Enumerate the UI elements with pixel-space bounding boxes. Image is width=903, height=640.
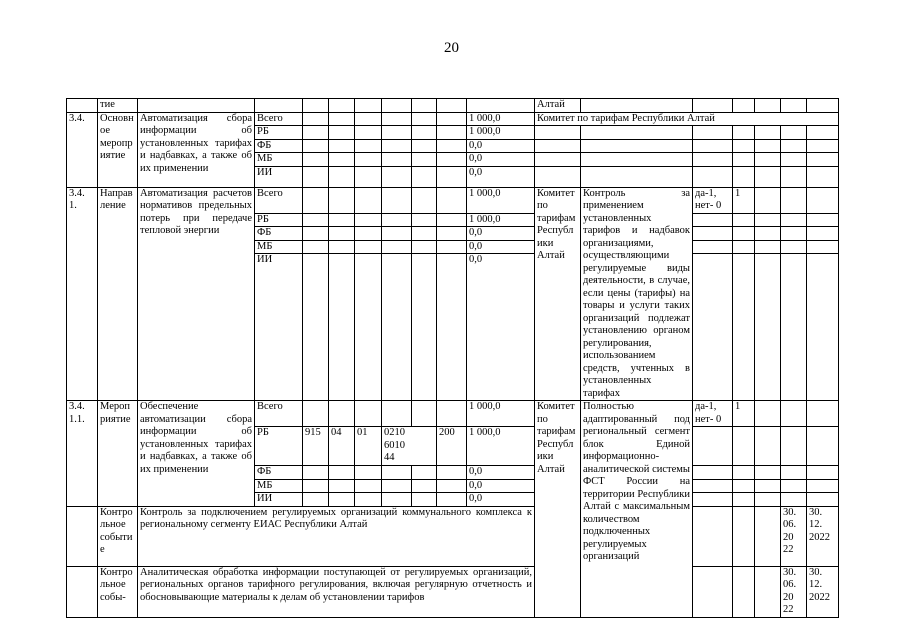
event-start-date: 30. 06. 20 22	[781, 566, 807, 617]
source-label: МБ	[255, 240, 303, 254]
source-label: ФБ	[255, 466, 303, 480]
source-label: ИИ	[255, 166, 303, 187]
continuation-row	[67, 99, 839, 113]
amount-value: 0,0	[467, 227, 535, 241]
expected-result: Контроль за применением установленных тарифов и надбавок организациями, осуществляющими регулируемые виды деятельности, в случае, если цены (тарифы) на товары и услуги таких организаций подлежат установлению органом регулирования, использованием средств, учтенных в установленных тарифах	[581, 187, 693, 401]
source-label: ИИ	[255, 493, 303, 507]
responsible-cell: Алтай	[535, 99, 581, 113]
source-label: РБ	[255, 126, 303, 140]
event-type: Контрольное событие	[98, 506, 138, 566]
source-label: Всего	[255, 112, 303, 126]
responsible: Комитет по тарифам Республики Алтай	[535, 401, 581, 618]
event-end-date: 30. 12. 2022	[807, 506, 839, 566]
event-text: Контроль за подключением регулируемых организаций коммунального комплекса к региональному сегменту ЕИАС Республики Алтай	[138, 506, 535, 566]
row-number: 3.4.	[67, 112, 98, 187]
amount-value: 1 000,0	[467, 112, 535, 126]
indicator: да-1, нет- 0	[693, 187, 733, 213]
code-grbs: 915	[303, 427, 329, 466]
code-csr: 0210 6010 44	[382, 427, 437, 466]
program-table	[66, 98, 839, 618]
indicator-value: 1	[733, 187, 755, 213]
table-row	[67, 187, 839, 213]
row-type: Мероприятие	[98, 401, 138, 507]
indicator-value: 1	[733, 401, 755, 427]
row-number: 3.4. 1.1.	[67, 401, 98, 507]
type-cell: тие	[98, 99, 138, 113]
code-pr: 01	[355, 427, 382, 466]
amount-value: 1 000,0	[467, 213, 535, 227]
source-label: ФБ	[255, 139, 303, 153]
amount-value: 0,0	[467, 166, 535, 187]
amount-value: 0,0	[467, 466, 535, 480]
source-label: Всего	[255, 401, 303, 427]
row-name: Обеспечение автоматизации сбора информации об установленных тарифах и надбавках, а также об их применении	[138, 401, 255, 507]
code-rz: 04	[329, 427, 355, 466]
responsible: Комитет по тарифам Республики Алтай	[535, 187, 581, 401]
expected-result: Полностью адаптированный под региональный сегмент блок Единой информационно-аналитической системы ФСТ России на территории Республики Алтай с максимальным количеством подключенных регулируемых организаций	[581, 401, 693, 618]
source-label: ФБ	[255, 227, 303, 241]
row-name: Автоматизация расчетов нормативов предельных потерь при передаче тепловой энергии	[138, 187, 255, 401]
amount-value: 0,0	[467, 254, 535, 401]
amount-value: 0,0	[467, 479, 535, 493]
event-start-date: 30. 06. 20 22	[781, 506, 807, 566]
amount-value: 0,0	[467, 240, 535, 254]
amount-value: 1 000,0	[467, 126, 535, 140]
page-number: 20	[444, 40, 459, 56]
row-type: Направление	[98, 187, 138, 401]
cell	[67, 99, 98, 113]
amount-value: 0,0	[467, 493, 535, 507]
code-vr: 200	[437, 427, 467, 466]
control-event-row	[67, 506, 839, 566]
control-event-row	[67, 566, 839, 617]
amount-value: 1 000,0	[467, 427, 535, 466]
indicator: да-1, нет- 0	[693, 401, 733, 427]
event-type: Контрольное собы-	[98, 566, 138, 617]
row-number: 3.4. 1.	[67, 187, 98, 401]
responsible: Комитет по тарифам Республики Алтай	[535, 112, 839, 126]
amount-value: 1 000,0	[467, 401, 535, 427]
row-type: Основное мероприятие	[98, 112, 138, 187]
table-row	[67, 401, 839, 427]
source-label: МБ	[255, 153, 303, 167]
amount-value: 0,0	[467, 139, 535, 153]
row-name: Автоматизация сбора информации об установленных тарифах и надбавках, а также об их применении	[138, 112, 255, 187]
source-label: Всего	[255, 187, 303, 213]
event-end-date: 30. 12. 2022	[807, 566, 839, 617]
source-label: МБ	[255, 479, 303, 493]
amount-value: 1 000,0	[467, 187, 535, 213]
table-row	[67, 112, 839, 126]
source-label: РБ	[255, 213, 303, 227]
event-text: Аналитическая обработка информации поступающей от регулируемых организаций, региональных органов тарифного регулирования, включая регулярную отчетность и обосновывающие материалы к делам об установлении тарифов	[138, 566, 535, 617]
source-label: ИИ	[255, 254, 303, 401]
source-label: РБ	[255, 427, 303, 466]
amount-value: 0,0	[467, 153, 535, 167]
